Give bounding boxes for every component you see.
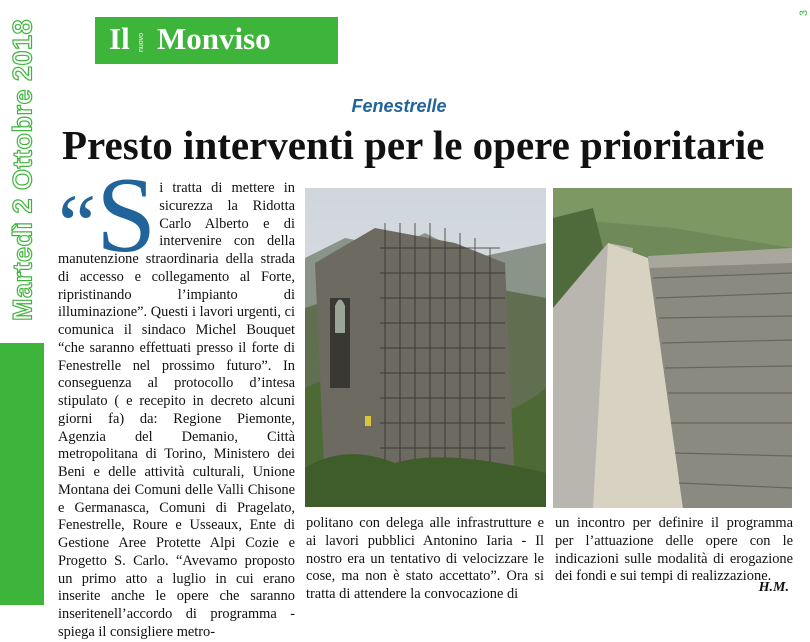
page-number: 3 [798, 10, 810, 17]
masthead-name: Monviso [157, 21, 271, 56]
masthead-nuovo: nuovo [138, 32, 145, 52]
path-photo-image [553, 188, 792, 508]
column-3-text: un incontro per definire il programma per l’attuazione delle opere con le indicazioni sulle modalità di erogazione dei fondi e sui tempi di realizzazione. [555, 515, 793, 585]
issue-date: Martedì 2 Ottobre 2018 [7, 18, 38, 322]
article-column-2 [306, 515, 544, 604]
fortress-photo-image [305, 188, 546, 507]
column-1-text: i tratta di mettere in sicurezza la Ridotta Carlo Alberto e di intervenire con della manutenzione straordinaria della strada di accesso e collegamento al Forte, ripristinando l’impianto di illuminazione”. Questi i lavori urgenti, ci comunica il sindaco Michel Bouquet “che saranno effettuati presso il forte di Fenestrelle nel prossimo futuro”. In conseguenza al protocollo d’intesa stipulato ( e recepito in decreto alcuni giorni fa) da: Regione Piemonte, Agenzia del Demanio, Città metropolitana di Torino, Ministero dei Beni e delle attività culturali, Unione Montana dei Comuni delle Valli Chisone e Germanasca, Comuni di Pragelato, Fenestrelle, Roure e Usseaux, Ente di Gestione Aree Protette Alpi Cozie e Progetto S. Carlo. “Avevamo proposto un primo atto a luglio in cui erano inserite anche le opere che saranno inseritenell’accordo di programma - spiega il consigliere metro- [58, 180, 295, 640]
photo-fortress [305, 188, 546, 507]
masthead-il: Il [109, 21, 130, 56]
masthead-logo [95, 17, 338, 64]
photo-stone-path [553, 188, 792, 508]
article-headline: Presto interventi per le opere prioritarie [62, 122, 765, 168]
date-band [0, 0, 46, 343]
article-column-3 [555, 515, 793, 586]
section-kicker: Fenestrelle [351, 96, 447, 116]
drop-cap-letter: S [96, 156, 157, 275]
author-signature: H.M. [758, 580, 789, 595]
green-side-bar [0, 343, 44, 605]
article-column-1 [58, 156, 295, 642]
drop-cap [58, 156, 157, 275]
column-2-text: politano con delega alle infrastrutture e ai lavori pubblici Antonino Iaria - Il nostro era un tentativo di velocizzare le cose, ma non è stato accettato”. Ora si tratta di attendere la convocazione di [306, 515, 544, 602]
quote-mark-icon: “ [58, 176, 91, 272]
